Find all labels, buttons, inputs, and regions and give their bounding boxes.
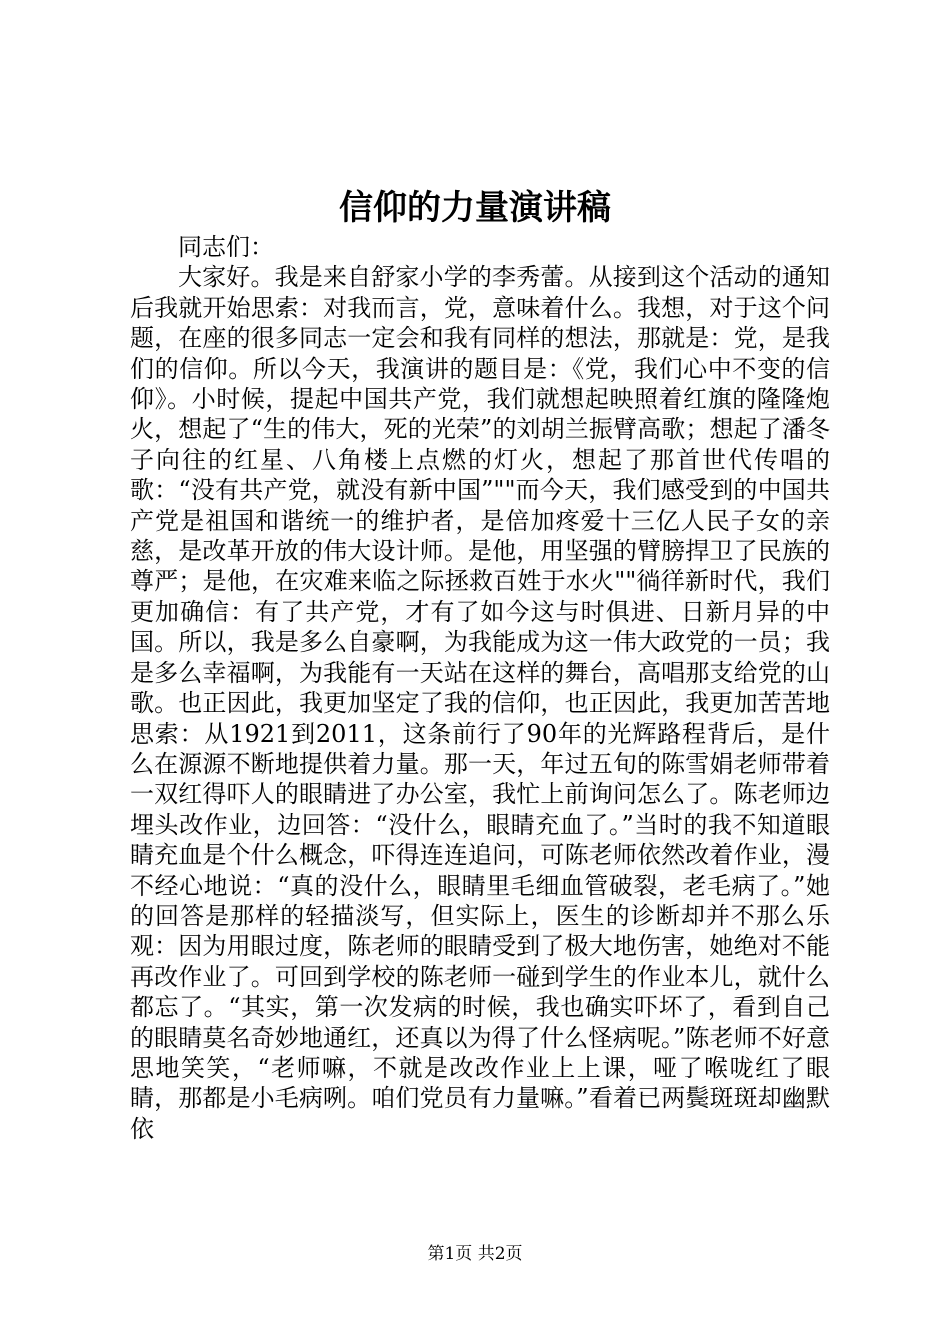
document-content: [130, 232, 830, 1144]
greeting-paragraph: 同志们：: [178, 233, 274, 261]
page-footer: 第1页 共2页: [427, 1244, 523, 1264]
body-paragraph: 大家好。我是来自舒家小学的李秀蕾。从接到这个活动的通知后我就开始思索：对我而言，党，意味着什么。我想，对于这个问题，在座的很多同志一定会和我有同样的想法，那就是：党，是我们的信仰。所以今天，我演讲的题目是：《党，我们心中不变的信仰》。小时候，提起中国共产党，我们就想起映照着红旗的隆隆炮火，想起了“生的伟大，死的光荣”的刘胡兰振臂高歌；想起了潘冬子向往的红星、八角楼上点燃的灯火，想起了那首世代传唱的歌：“没有共产党，就没有新中国”""而今天，我们感受到的中国共产党是祖国和谐统一的维护者，是倍加疼爱十三亿人民子女的亲慈，是改革开放的伟大设计师。是他，用坚强的臂膀捍卫了民族的尊严；是他，在灾难来临之际拯救百姓于水火""徜徉新时代，我们更加确信：有了共产党，才有了如今这与时俱进、日新月异的中国。所以，我是多么自豪啊，为我能成为这一伟大政党的一员；我是多么幸福啊，为我能有一天站在这样的舞台，高唱那支给党的山歌。也正因此，我更加坚定了我的信仰，也正因此，我更加苦苦地思索：从1921到2011，这条前行了90年的光辉路程背后，是什么在源源不断地提供着力量。那一天，年过五旬的陈雪娟老师带着一双红得吓人的眼睛进了办公室，我忙上前询问怎么了。陈老师边埋头改作业，边回答：“没什么，眼睛充血了。”当时的我不知道眼睛充血是个什么概念，吓得连连追问，可陈老师依然改着作业，漫不经心地说：“真的没什么，眼睛里毛细血管破裂，老毛病了。”她的回答是那样的轻描淡写，但实际上，医生的诊断却并不那么乐观：因为用眼过度，陈老师的眼睛受到了极大地伤害，她绝对不能再改作业了。可回到学校的陈老师一碰到学生的作业本儿，就什么都忘了。“其实，第一次发病的时候，我也确实吓坏了，看到自己的眼睛莫名奇妙地通红，还真以为得了什么怪病呢。”陈老师不好意思地笑笑，“老师嘛，不就是改改作业上上课，哑了喉咙红了眼睛，那都是小毛病咧。咱们党员有力量嘛。”看着已两鬓斑斑却幽默依: [130, 263, 830, 1143]
document-title: 信仰的力量演讲稿: [339, 188, 611, 228]
